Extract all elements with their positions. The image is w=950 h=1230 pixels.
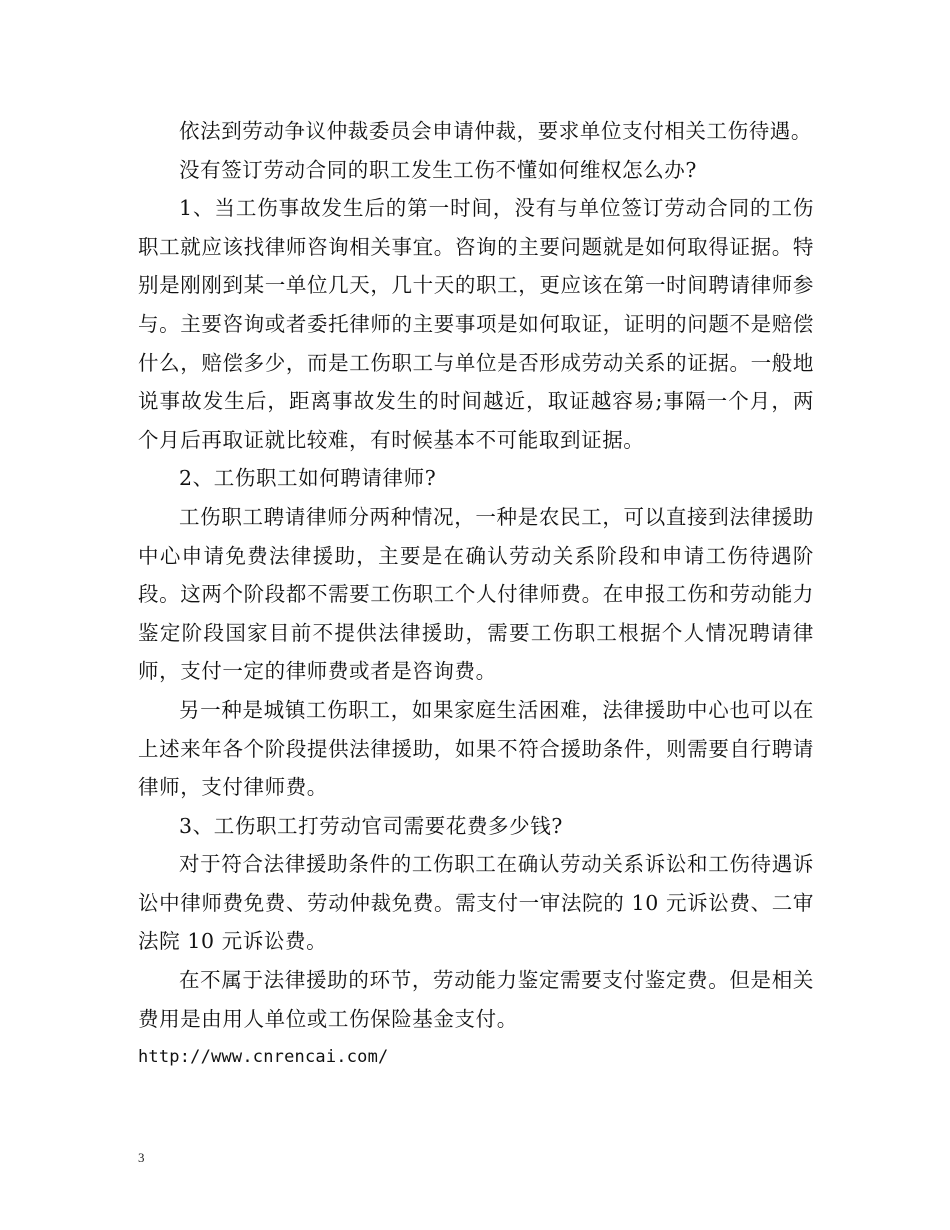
paragraph-appraisal-fee: 在不属于法律援助的环节，劳动能力鉴定需要支付鉴定费。但是相关费用是由用人单位或工伤保险基金支付。 — [138, 968, 814, 1031]
paragraph-arbitration: 依法到劳动争议仲裁委员会申请仲裁，要求单位支付相关工伤待遇。 — [179, 119, 812, 143]
paragraph-point-1: 1、当工伤事故发生后的第一时间，没有与单位签订劳动合同的工伤职工就应该找律师咨询相关事宜。咨询的主要问题就是如何取得证据。特别是刚刚到某一单位几天，几十天的职工，更应该在第一时间聘请律师参与。主要咨询或者委托律师的主要事项是如何取证，证明的问题不是赔偿什么，赔偿多少，而是工伤职工与单位是否形成劳动关系的证据。一般地说事故发生后，距离事故发生的时间越近，取证越容易;事隔一个月，两个月后再取证就比较难，有时候基本不可能取到证据。 — [138, 196, 814, 452]
paragraph-costs: 对于符合法律援助条件的工伤职工在确认劳动关系诉讼和工伤待遇诉讼中律师费免费、劳动仲裁免费。需支付一审法院的 10 元诉讼费、二审法院 10 元诉讼费。 — [138, 852, 814, 954]
heading-point-2: 2、工伤职工如何聘请律师? — [179, 466, 437, 491]
document-body — [138, 112, 814, 1077]
heading-no-contract-question: 没有签订劳动合同的职工发生工伤不懂如何维权怎么办? — [179, 157, 697, 182]
paragraph-urban-worker: 另一种是城镇工伤职工，如果家庭生活困难，法律援助中心也可以在上述来年各个阶段提供法律援助，如果不符合援助条件，则需要自行聘请律师，支付律师费。 — [138, 697, 814, 800]
heading-point-3: 3、工伤职工打劳动官司需要花费多少钱? — [179, 813, 563, 838]
source-url-link[interactable]: http://www.cnrencai.com/ — [138, 1047, 389, 1068]
page-number: 3 — [138, 1150, 145, 1165]
paragraph-hire-lawyer: 工伤职工聘请律师分两种情况，一种是农民工，可以直接到法律援助中心申请免费法律援助，主要是在确认劳动关系阶段和申请工伤待遇阶段。这两个阶段都不需要工伤职工个人付律师费。在申报工伤和劳动能力鉴定阶段国家目前不提供法律援助，需要工伤职工根据个人情况聘请律师，支付一定的律师费或者是咨询费。 — [138, 504, 814, 684]
